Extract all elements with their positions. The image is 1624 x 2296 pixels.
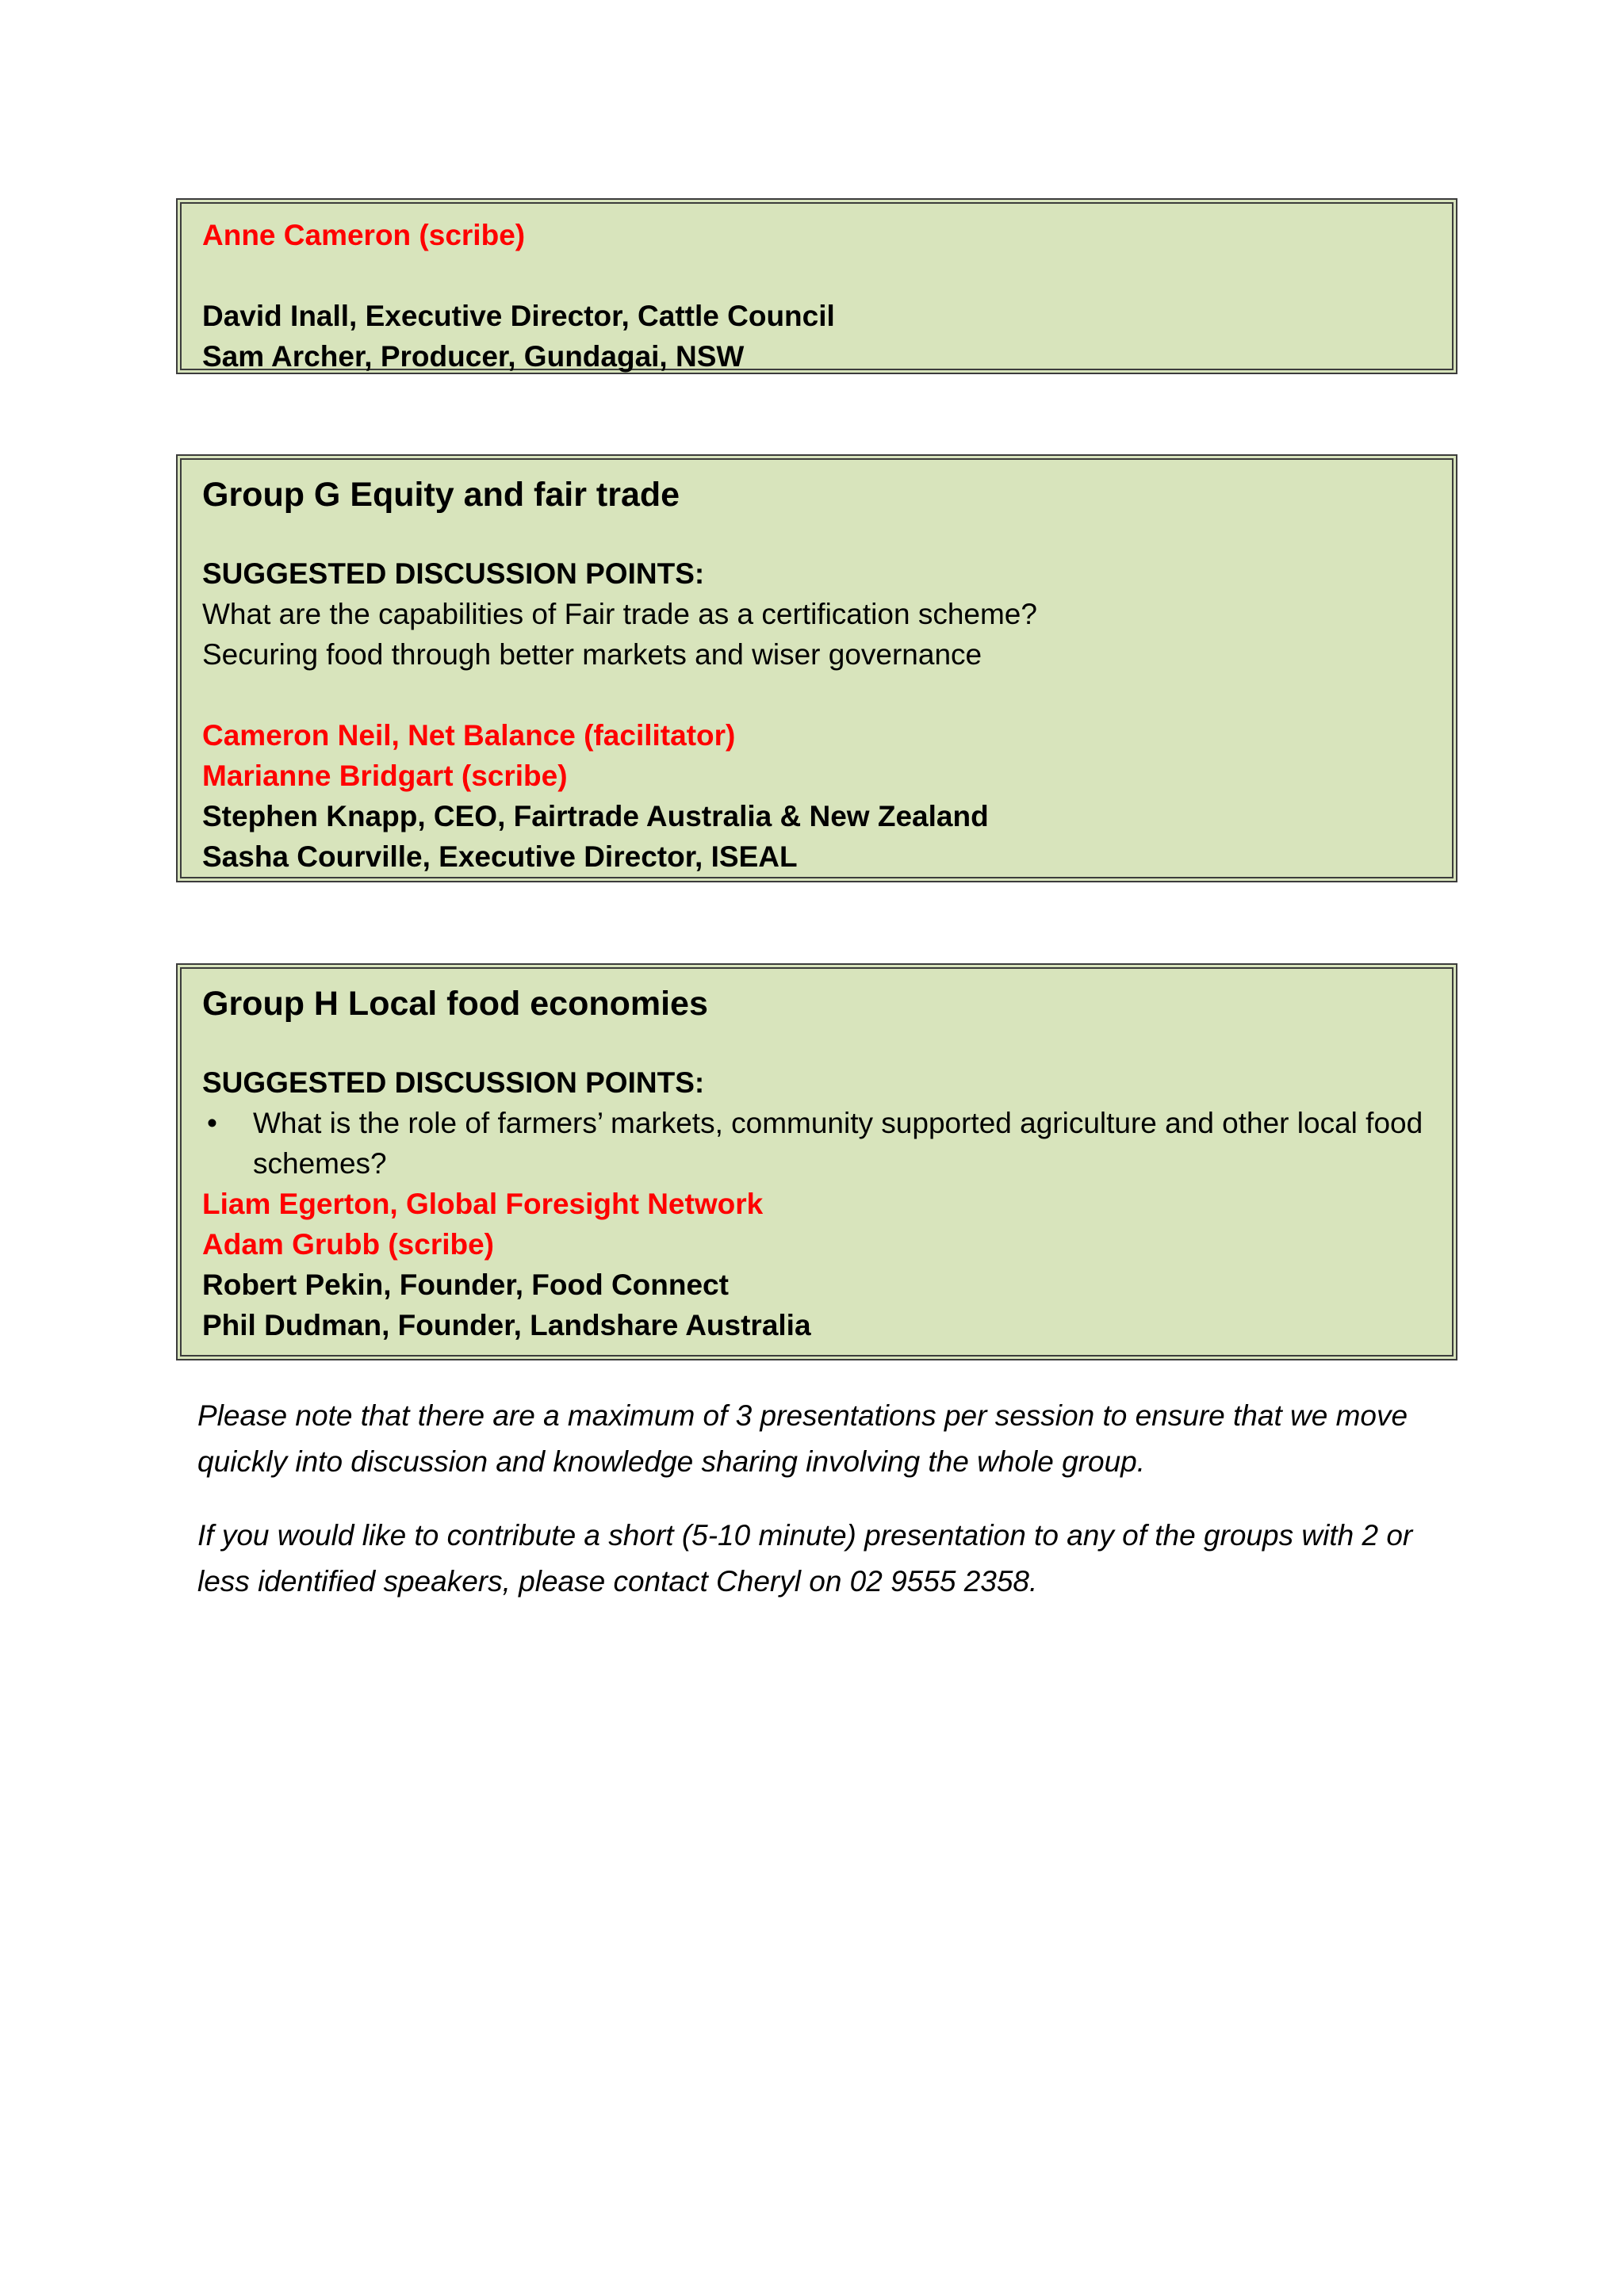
group-f-speaker-2: Sam Archer, Producer, Gundagai, NSW	[202, 340, 745, 373]
group-g-facilitator: Cameron Neil, Net Balance (facilitator)	[202, 719, 736, 752]
spacer	[202, 255, 1431, 296]
group-h-facilitator: Liam Egerton, Global Foresight Network	[202, 1188, 764, 1220]
note-contact-cheryl: If you would like to contribute a short (5-10 minute) presentation to any of the groups with 2 or less identified speakers, please contact Cheryl on 02 9555 2358.	[197, 1519, 1413, 1598]
group-g-points-heading: SUGGESTED DISCUSSION POINTS:	[202, 557, 705, 590]
group-g-scribe: Marianne Bridgart (scribe)	[202, 760, 568, 792]
group-h-speaker-2: Phil Dudman, Founder, Landshare Australia	[202, 1309, 811, 1341]
bullet-icon: •	[207, 1107, 217, 1139]
group-h-bullet-item	[202, 1103, 1431, 1184]
group-g-title: Group G Equity and fair trade	[202, 476, 680, 514]
group-h-point-1: What is the role of farmers’ markets, community supported agriculture and other local food schemes?	[253, 1107, 1423, 1180]
group-h-speaker-1: Robert Pekin, Founder, Food Connect	[202, 1269, 729, 1301]
group-g-speaker-2: Sasha Courville, Executive Director, ISEAL	[202, 840, 798, 873]
group-g-point-1: What are the capabilities of Fair trade as a certification scheme?	[202, 598, 1037, 630]
spacer	[202, 675, 1431, 715]
notes-section	[197, 1393, 1466, 1632]
group-g-speaker-1: Stephen Knapp, CEO, Fairtrade Australia & New Zealand	[202, 800, 989, 832]
group-h-box	[176, 963, 1457, 1360]
note-presentations-limit: Please note that there are a maximum of 3 presentations per session to ensure that we move quickly into discussion and knowledge sharing involving the whole group.	[197, 1399, 1408, 1478]
group-g-point-2: Securing food through better markets and wiser governance	[202, 638, 982, 671]
group-h-points-heading: SUGGESTED DISCUSSION POINTS:	[202, 1066, 705, 1099]
spacer	[202, 1026, 1431, 1062]
group-h-title: Group H Local food economies	[202, 985, 708, 1023]
group-f-speaker-1: David Inall, Executive Director, Cattle Council	[202, 300, 835, 332]
group-f-scribe: Anne Cameron (scribe)	[202, 219, 526, 251]
group-h-scribe: Adam Grubb (scribe)	[202, 1228, 494, 1261]
spacer	[202, 517, 1431, 553]
group-f-box	[176, 198, 1457, 374]
group-g-box	[176, 454, 1457, 882]
